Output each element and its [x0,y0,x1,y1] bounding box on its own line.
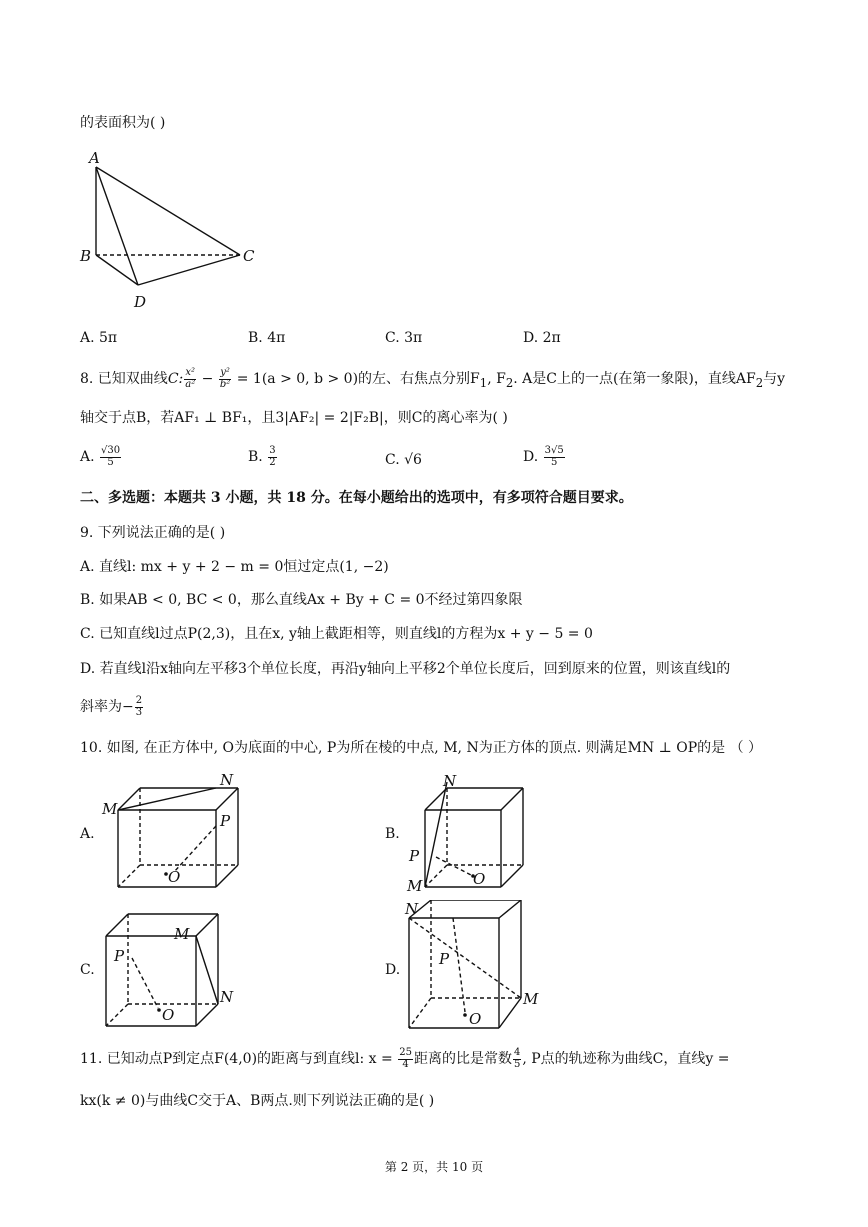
section-2-heading: 二、多选题：本题共 3 小题，共 18 分。在每小题给出的选项中，有多项符合题目要求。 [80,490,633,506]
cube-c-label-P: P [114,947,125,965]
label-B: B [80,247,92,265]
q9-stem: 9. 下列说法正确的是( ) [80,525,226,541]
q11-stem-line1: 11. 已知动点P到定点F(4,0)的距离与到直线l: x = $\frac{25}{4}$ 距离的比是常数 $\frac{4}{5}$ , P点的轨迹称为曲线C，直线y = [80,1047,730,1070]
label-D: D [134,293,147,311]
label-A: A [89,149,100,167]
q7-option-a: A. 5π [80,330,118,346]
cube-a-label-M: M [102,800,118,818]
q7-tetrahedron-figure [70,145,270,315]
cube-a-label-P: P [220,812,231,830]
q7-option-d: D. 2π [523,330,561,346]
q9-option-b: B. 如果AB < 0, BC < 0，那么直线Ax + By + C = 0不经过第四象限 [80,592,523,608]
cube-d-label-P: P [439,950,450,968]
q7-option-b: B. 4π [248,330,286,346]
page-footer: 第 2 页，共 10 页 [384,1160,484,1174]
cube-b-label-P: P [409,847,420,865]
q9-option-c: C. 已知直线l过点P(2,3)，且在x, y轴上截距相等，则直线l的方程为x + y − 5 = 0 [80,626,593,642]
q9-option-a: A. 直线l: mx + y + 2 − m = 0恒过定点(1, −2) [80,559,389,575]
cube-c-label-O: O [162,1006,175,1024]
cube-d-label-N: N [405,900,419,918]
q8-stem-line1: 8. 已知双曲线C: $\frac{\text{x²}}{\text{a²}}$ − $\frac{\text{y²}}{\text{b²}}$ = 1(a > 0, b > 0)的左、右焦点分别$F_1$, $F_2$. A是C上的一点(在第一象限)，直线$AF_2$与y [80,367,786,390]
cube-c-label-N: N [220,988,234,1006]
q8-option-a: A. $\frac{√30}{5}$ [80,445,121,468]
q10-cube-a-figure [98,772,248,894]
q8-option-b: B. $\frac{3}{2}$ [248,445,276,468]
label-C: C [243,247,255,265]
cube-b-label-N: N [443,772,457,790]
cube-b-label-O: O [473,870,486,888]
q8-stem-line2: 轴交于点B，若AF₁ ⊥ BF₁，且3|AF₂| = 2|F₂B|，则C的离心率为( ) [80,410,508,426]
q11-stem-line2: kx(k ≠ 0)与曲线C交于A、B两点.则下列说法正确的是( ) [80,1093,435,1109]
cube-b-label-M: M [407,877,423,894]
q10-stem: 10. 如图, 在正方体中, O为底面的中心, P为所在棱的中点, M, N为正方体的顶点. 则满足MN ⊥ OP的是 （ ） [80,740,763,756]
cube-d-label-M: M [523,990,539,1008]
q10-cube-d-figure [403,900,553,1032]
q8-option-d: D. $\frac{3√5}{5}$ [523,445,564,468]
q7-stem-tail: 的表面积为( ) [80,115,166,131]
cube-d-label-O: O [469,1010,482,1028]
q9-option-d-line1: D. 若直线l沿x轴向左平移3个单位长度，再沿y轴向上平移2个单位长度后，回到原来的位置，则该直线l的 [80,661,731,677]
q10-option-a-label: A. [80,826,95,842]
q10-option-c-label: C. [80,962,95,978]
q9-option-d-line2: 斜率为− $\frac{2}{3}$ [80,695,143,718]
q7-option-c: C. 3π [385,330,423,346]
cube-c-label-M: M [174,925,190,943]
q10-cube-c-figure [98,908,248,1030]
q10-cube-b-figure [403,772,533,894]
cube-a-label-N: N [220,772,234,789]
q8-option-c: C. √6 [385,452,422,468]
cube-a-label-O: O [168,868,181,886]
q10-option-b-label: B. [385,826,400,842]
q10-option-d-label: D. [385,962,401,978]
